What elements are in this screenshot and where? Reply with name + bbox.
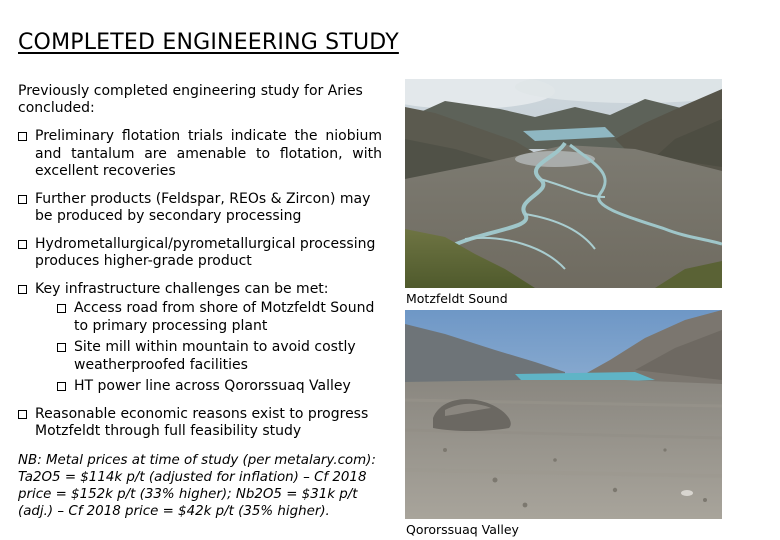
checkbox-bullet-icon [18,240,27,249]
qororssuaq-valley-photo [405,310,722,519]
checkbox-bullet-icon [18,285,27,294]
bullet-text: Preliminary flotation trials indicate the niobium and tantalum are amenable to flotation, with excellent recoveries [35,128,382,179]
sub-bullet-text: Site mill within mountain to avoid costly weatherproofed facilities [74,339,356,373]
bullet-text: Further products (Feldspar, REOs & Zircon) may be produced by secondary processing [35,190,371,224]
sub-bullet-site-mill [57,339,382,374]
bullet-further-products [18,191,382,226]
bullet-economic-reasons [18,406,382,441]
bullet-text: Hydrometallurgical/pyrometallurgical processing produces higher-grade product [35,235,376,269]
bullet-list [18,128,382,451]
motzfeldt-sound-photo [405,79,722,288]
sub-bullet-text: HT power line across Qororssuaq Valley [74,378,351,394]
checkbox-bullet-icon [57,304,66,313]
slide-title: COMPLETED ENGINEERING STUDY [18,30,399,55]
checkbox-bullet-icon [18,132,27,141]
photo-caption-motzfeldt-sound: Motzfeldt Sound [406,291,508,306]
sub-bullet-access-road [57,300,382,335]
photo-caption-qororssuaq-valley: Qororssuaq Valley [406,522,519,537]
bullet-text: Reasonable economic reasons exist to progress Motzfeldt through full feasibility study [35,405,369,439]
sub-bullet-text: Access road from shore of Motzfeldt Sound to primary processing plant [74,300,375,334]
checkbox-bullet-icon [57,382,66,391]
bullet-flotation [18,128,382,181]
intro-text: Previously completed engineering study for Aries concluded: [18,83,363,116]
sub-bullet-power-line [57,378,382,396]
bullet-text: Key infrastructure challenges can be met: [35,280,329,297]
checkbox-bullet-icon [18,195,27,204]
sub-bullet-list [35,300,382,396]
metal-prices-note: NB: Metal prices at time of study (per metalary.com): Ta2O5 = $114k p/t (adjusted for inflation) – Cf 2018 price = $152k p/t (33% higher); Nb2O5 = $31k p/t (adj.) – Cf 2018 price = $42k p/t (35% higher). [18,453,376,519]
checkbox-bullet-icon [57,343,66,352]
bullet-infrastructure [18,281,382,396]
checkbox-bullet-icon [18,410,27,419]
bullet-processing [18,236,382,271]
